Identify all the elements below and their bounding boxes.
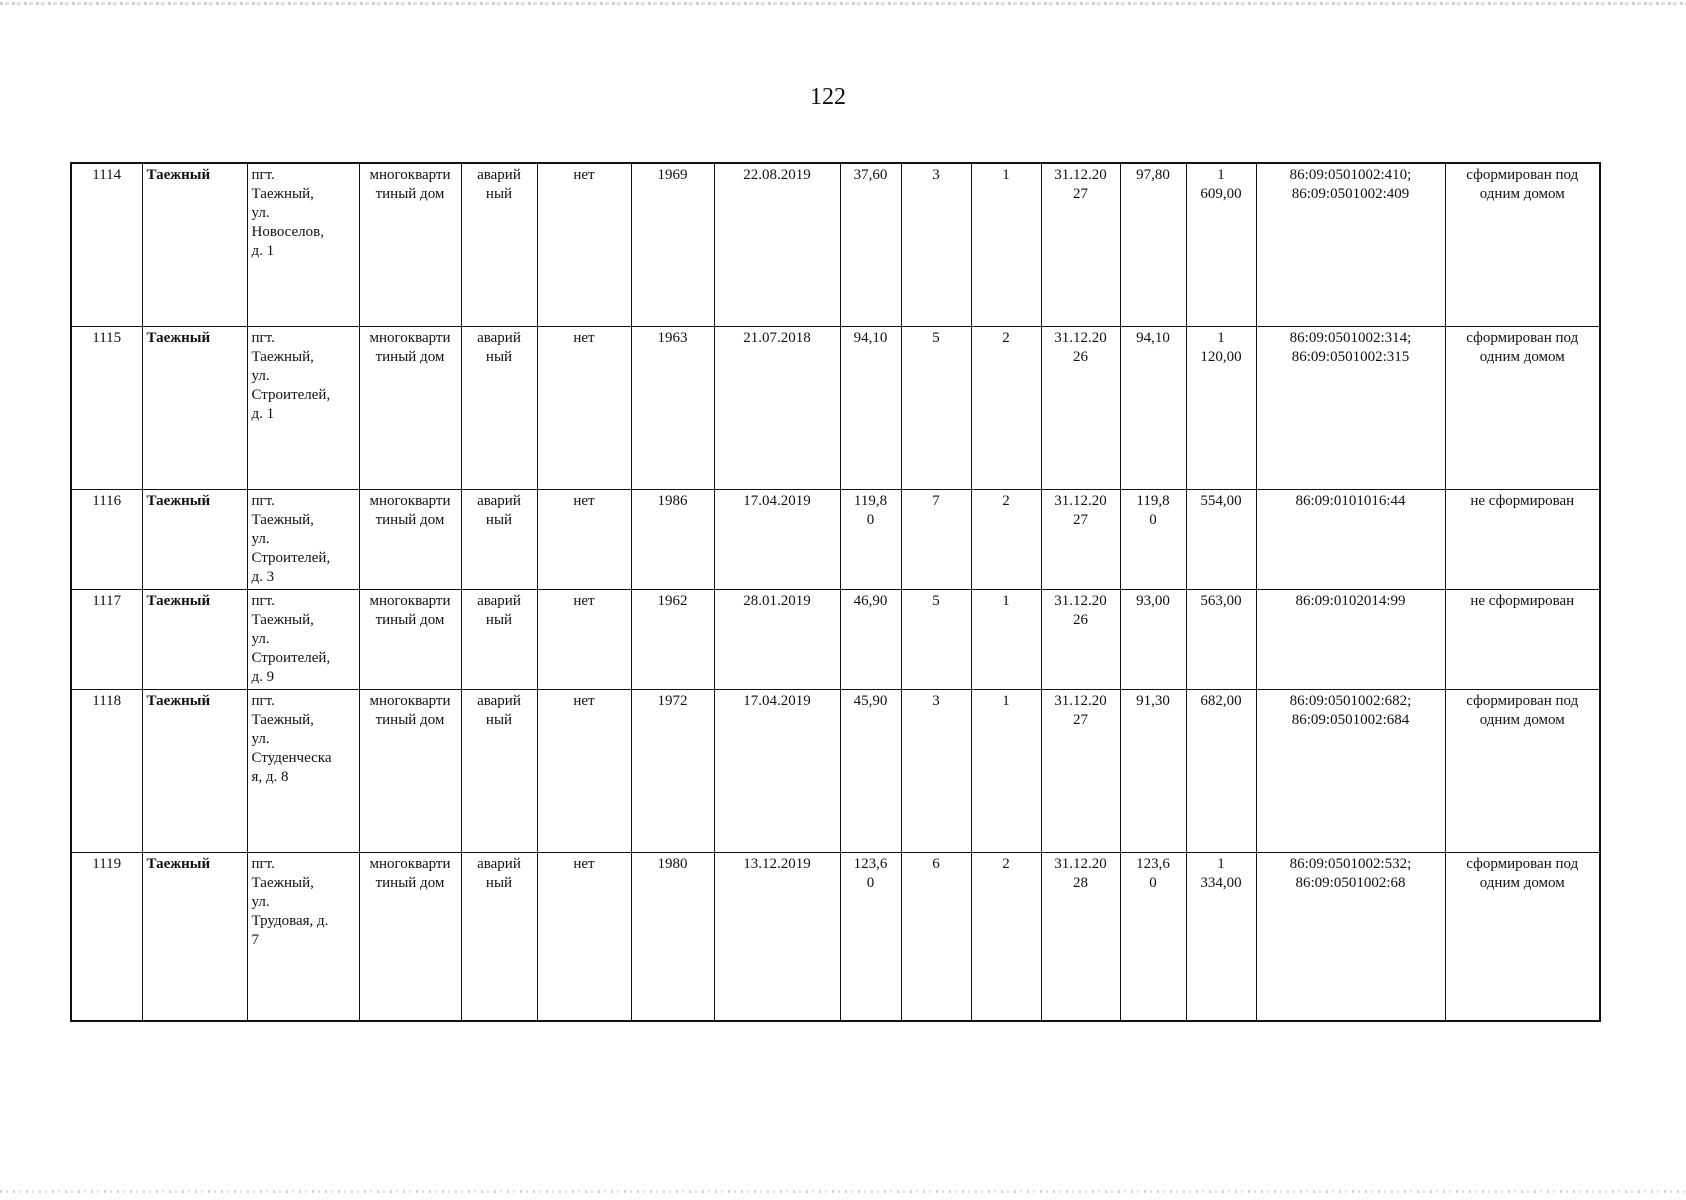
cell-area: 123,6 0 [840,852,901,1021]
cell-cost: 1 334,00 [1186,852,1256,1021]
cell-cost: 563,00 [1186,589,1256,689]
cell-number: 1114 [71,163,142,326]
cell-land-status: сформирован под одним домом [1445,163,1600,326]
cell-settlement: Таежный [142,689,247,852]
cell-date: 21.07.2018 [714,326,840,489]
page-number: 122 [810,84,846,110]
table-row [71,326,1600,489]
cell-condition: аварий ный [461,489,537,589]
cell-residents: 5 [901,326,971,489]
cell-cost: 682,00 [1186,689,1256,852]
cell-building-type: многокварти тиный дом [359,163,461,326]
cell-land-status: сформирован под одним домом [1445,689,1600,852]
cell-cost: 1 609,00 [1186,163,1256,326]
housing-registry-table [70,162,1601,1022]
table-row [71,489,1600,589]
cell-deadline: 31.12.20 26 [1041,589,1120,689]
cell-residents: 7 [901,489,971,589]
scan-edge-top [0,2,1686,5]
cell-condition: аварий ный [461,163,537,326]
cell-residents: 3 [901,163,971,326]
cell-year: 1969 [631,163,714,326]
cell-deadline: 31.12.20 27 [1041,489,1120,589]
cell-cost: 1 120,00 [1186,326,1256,489]
cell-building-type: многокварти тиный дом [359,589,461,689]
cell-deadline: 31.12.20 27 [1041,163,1120,326]
cell-cadastral-number: 86:09:0501002:682; 86:09:0501002:684 [1256,689,1445,852]
cell-number: 1115 [71,326,142,489]
cell-flag: нет [537,326,631,489]
cell-flag: нет [537,589,631,689]
cell-number: 1116 [71,489,142,589]
cell-date: 28.01.2019 [714,589,840,689]
cell-units: 2 [971,489,1041,589]
cell-settlement: Таежный [142,326,247,489]
cell-area: 37,60 [840,163,901,326]
cell-condition: аварий ный [461,326,537,489]
cell-area-total: 123,6 0 [1120,852,1186,1021]
table-row [71,689,1600,852]
cell-condition: аварий ный [461,689,537,852]
cell-area: 94,10 [840,326,901,489]
cell-settlement: Таежный [142,589,247,689]
cell-year: 1962 [631,589,714,689]
cell-area: 119,8 0 [840,489,901,589]
cell-date: 22.08.2019 [714,163,840,326]
cell-building-type: многокварти тиный дом [359,489,461,589]
scan-edge-bottom [0,1190,1686,1193]
cell-flag: нет [537,689,631,852]
cell-number: 1118 [71,689,142,852]
cell-date: 13.12.2019 [714,852,840,1021]
table-row [71,163,1600,326]
cell-settlement: Таежный [142,163,247,326]
cell-land-status: сформирован под одним домом [1445,852,1600,1021]
cell-area-total: 91,30 [1120,689,1186,852]
cell-area-total: 93,00 [1120,589,1186,689]
cell-area-total: 94,10 [1120,326,1186,489]
cell-address: пгт. Таежный, ул. Строителей, д. 1 [247,326,359,489]
cell-cadastral-number: 86:09:0501002:532; 86:09:0501002:68 [1256,852,1445,1021]
cell-area: 46,90 [840,589,901,689]
cell-land-status: сформирован под одним домом [1445,326,1600,489]
cell-deadline: 31.12.20 28 [1041,852,1120,1021]
cell-building-type: многокварти тиный дом [359,852,461,1021]
cell-deadline: 31.12.20 26 [1041,326,1120,489]
cell-cadastral-number: 86:09:0102014:99 [1256,589,1445,689]
cell-date: 17.04.2019 [714,489,840,589]
cell-date: 17.04.2019 [714,689,840,852]
cell-units: 1 [971,163,1041,326]
cell-building-type: многокварти тиный дом [359,326,461,489]
cell-address: пгт. Таежный, ул. Трудовая, д. 7 [247,852,359,1021]
cell-cost: 554,00 [1186,489,1256,589]
cell-condition: аварий ный [461,852,537,1021]
cell-residents: 6 [901,852,971,1021]
table-row [71,852,1600,1021]
cell-flag: нет [537,489,631,589]
table-row [71,589,1600,689]
cell-flag: нет [537,852,631,1021]
cell-units: 2 [971,852,1041,1021]
cell-residents: 5 [901,589,971,689]
cell-flag: нет [537,163,631,326]
cell-cadastral-number: 86:09:0101016:44 [1256,489,1445,589]
cell-area: 45,90 [840,689,901,852]
cell-cadastral-number: 86:09:0501002:314; 86:09:0501002:315 [1256,326,1445,489]
cell-number: 1119 [71,852,142,1021]
cell-address: пгт. Таежный, ул. Строителей, д. 3 [247,489,359,589]
cell-land-status: не сформирован [1445,589,1600,689]
cell-units: 1 [971,689,1041,852]
cell-year: 1963 [631,326,714,489]
cell-area-total: 119,8 0 [1120,489,1186,589]
cell-settlement: Таежный [142,852,247,1021]
cell-year: 1980 [631,852,714,1021]
cell-units: 1 [971,589,1041,689]
cell-building-type: многокварти тиный дом [359,689,461,852]
cell-land-status: не сформирован [1445,489,1600,589]
cell-area-total: 97,80 [1120,163,1186,326]
cell-residents: 3 [901,689,971,852]
cell-address: пгт. Таежный, ул. Строителей, д. 9 [247,589,359,689]
cell-address: пгт. Таежный, ул. Студенческа я, д. 8 [247,689,359,852]
cell-year: 1972 [631,689,714,852]
cell-number: 1117 [71,589,142,689]
cell-settlement: Таежный [142,489,247,589]
cell-year: 1986 [631,489,714,589]
cell-cadastral-number: 86:09:0501002:410; 86:09:0501002:409 [1256,163,1445,326]
cell-address: пгт. Таежный, ул. Новоселов, д. 1 [247,163,359,326]
cell-deadline: 31.12.20 27 [1041,689,1120,852]
cell-units: 2 [971,326,1041,489]
cell-condition: аварий ный [461,589,537,689]
